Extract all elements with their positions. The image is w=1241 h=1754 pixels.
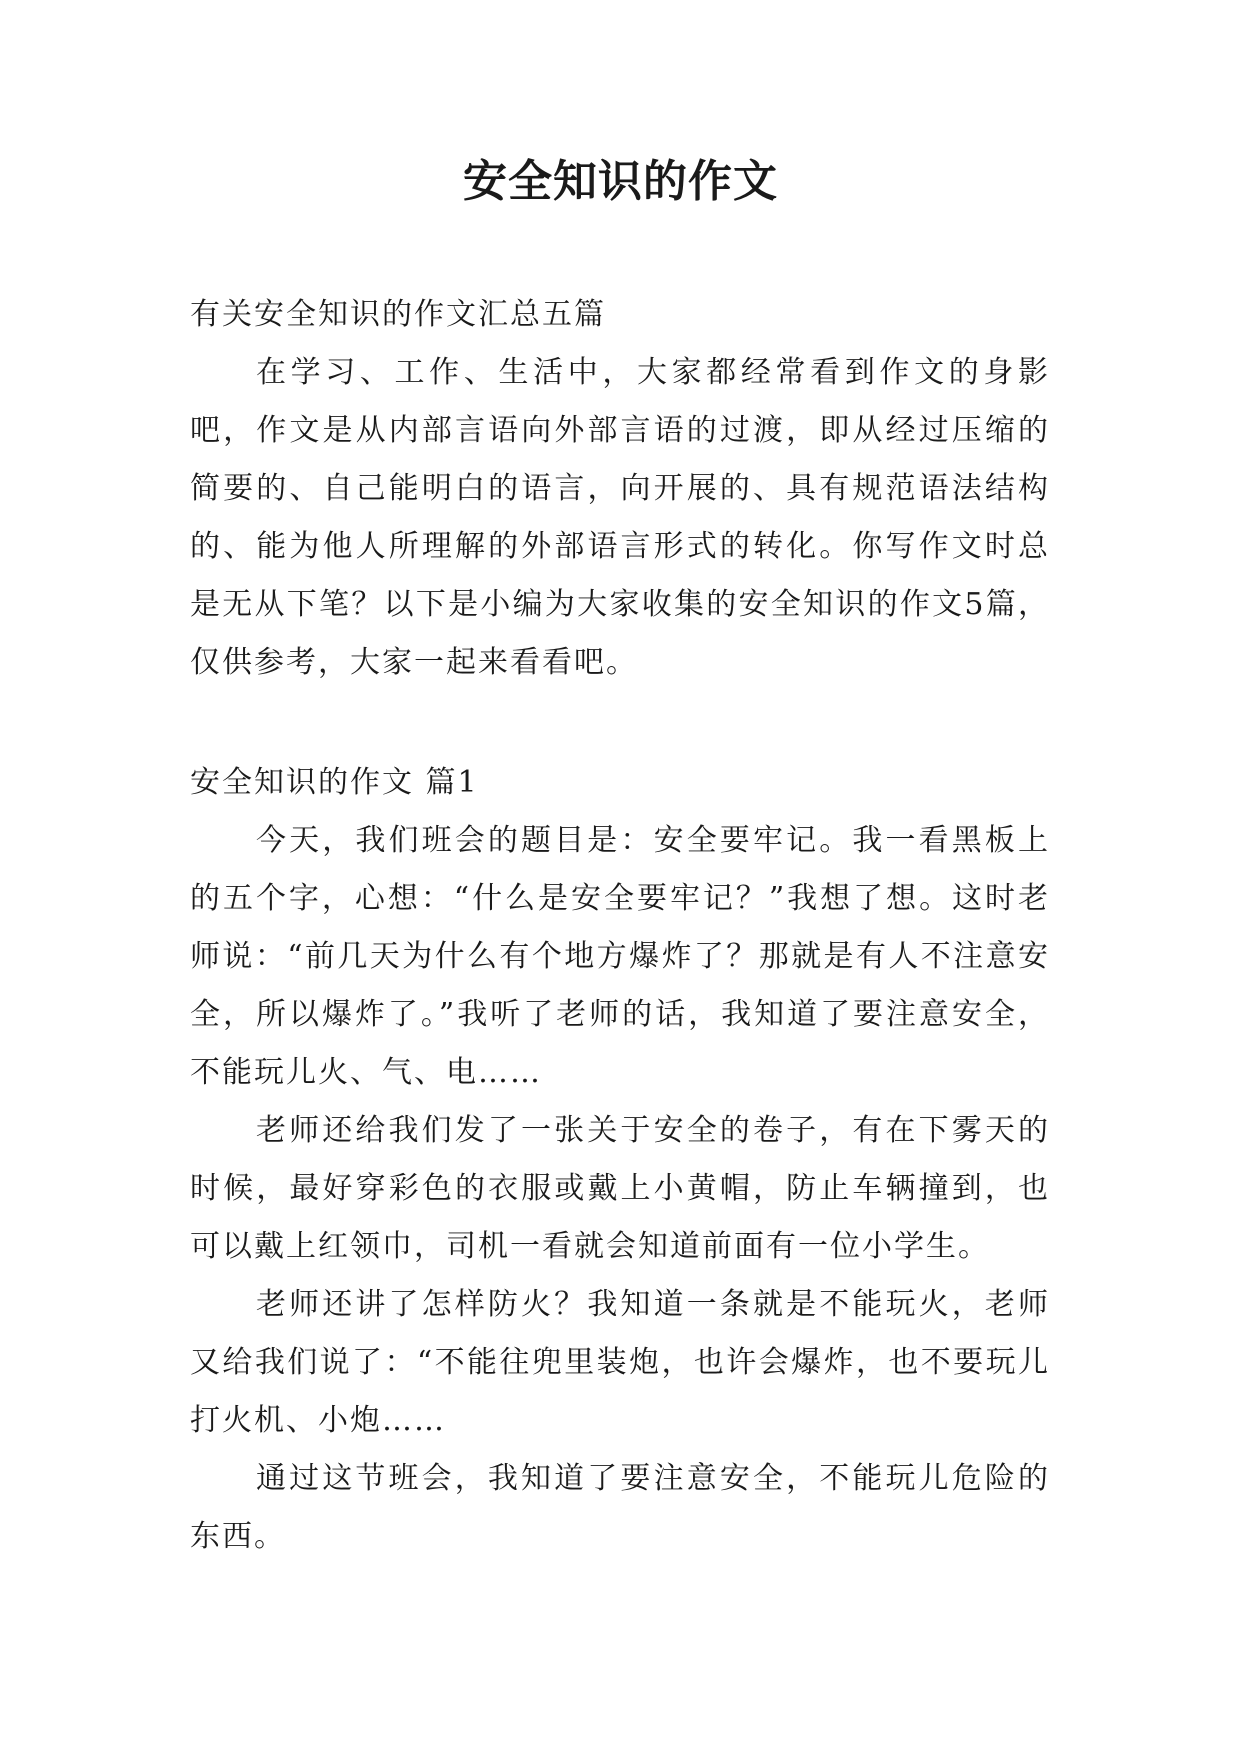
body-paragraph: 通过这节班会，我知道了要注意安全，不能玩儿危险的东西。 — [190, 1461, 1050, 1554]
document-title: 安全知识的作文 — [463, 156, 778, 207]
body-paragraph: 老师还讲了怎样防火？我知道一条就是不能玩火，老师又给我们说了：“不能往兜里装炮，也许会爆炸，也不要玩儿打火机、小炮…… — [190, 1287, 1050, 1438]
section-body — [190, 812, 1050, 1566]
document-subtitle: 有关安全知识的作文汇总五篇 — [190, 297, 606, 332]
body-paragraph: 今天，我们班会的题目是：安全要牢记。我一看黑板上的五个字，心想：“什么是安全要牢记？”我想了想。这时老师说：“前几天为什么有个地方爆炸了？那就是有人不注意安全，所以爆炸了。”我听了老师的话，我知道了要注意安全，不能玩儿火、气、电…… — [190, 823, 1050, 1090]
body-paragraph: 老师还给我们发了一张关于安全的卷子，有在下雾天的时候，最好穿彩色的衣服或戴上小黄帽，防止车辆撞到，也可以戴上红领巾，司机一看就会知道前面有一位小学生。 — [190, 1113, 1050, 1264]
section-heading: 安全知识的作文 篇1 — [190, 765, 479, 800]
intro-paragraph: 在学习、工作、生活中，大家都经常看到作文的身影吧，作文是从内部言语向外部言语的过渡，即从经过压缩的简要的、自己能明白的语言，向开展的、具有规范语法结构的、能为他人所理解的外部语言形式的转化。你写作文时总是无从下笔？以下是小编为大家收集的安全知识的作文5篇，仅供参考，大家一起来看看吧。 — [190, 355, 1050, 680]
